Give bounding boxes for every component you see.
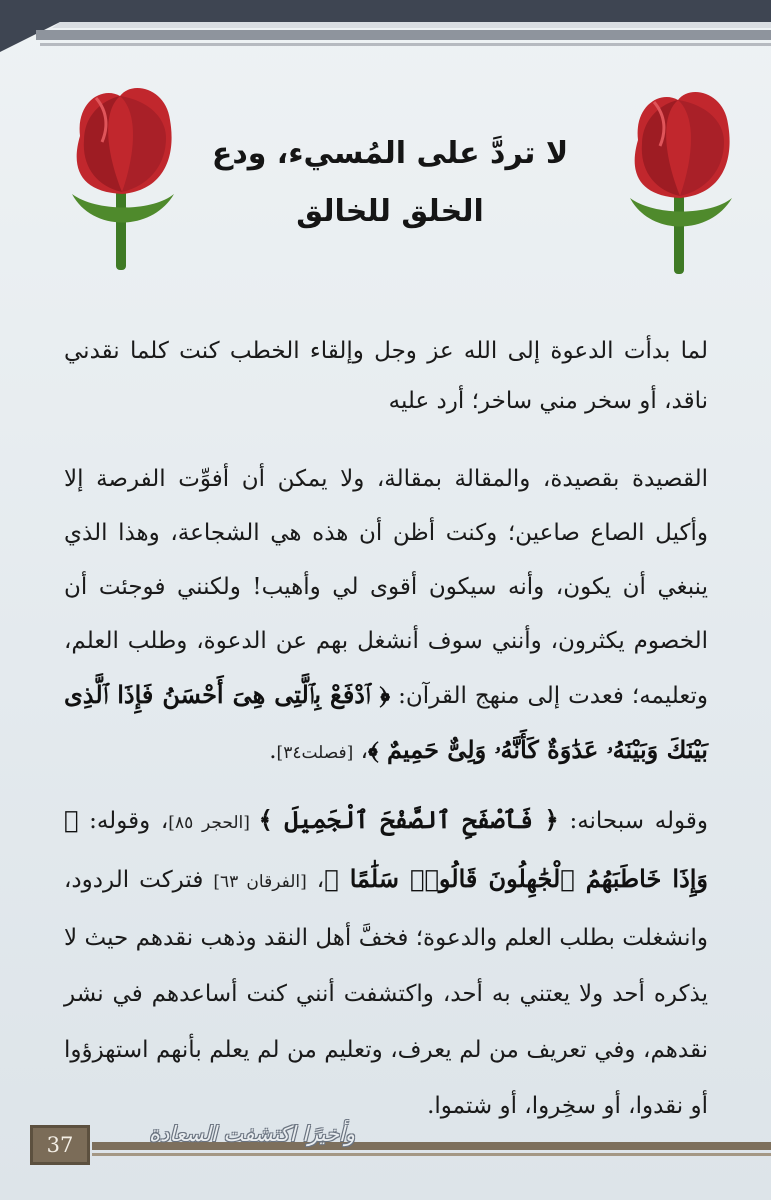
quran-verse-fussilat: ﴿ ٱدْفَعْ بِٱلَّتِى هِىَ أَحْسَنُ فَإِذَا ٱلَّذِى بَيْنَكَ وَبَيْنَهُۥ عَدَٰوَةٌ كَأَنَّهُۥ وَلِىٌّ حَمِيمٌ ﴾	[64, 680, 708, 764]
paragraph-1: لما بدأت الدعوة إلى الله عز وجل وإلقاء الخطب كنت كلما نقدني ناقد، أو سخر مني ساخر؛ أرد عليه	[64, 338, 708, 414]
full-stop: .	[269, 738, 277, 764]
separator: ،	[306, 867, 325, 893]
rose-icon	[620, 86, 740, 276]
top-rule	[36, 30, 771, 40]
paragraph-3-text: فتركت الردود، وانشغلت بطلب العلم والدعوة؛ فخفَّ أهل النقد وذهب نقدهم حيث لا يذكره أحد ولا يعتني به أحد، واكتشفت أنني كنت أساعدهم في نشر نقدهم، وفي تعريف من لم يعرف، وتعليم من لم يعلم بأنهم استهزؤوا أو نقدوا، أو سخِروا، أو شتموا.	[64, 867, 708, 1119]
rose-icon	[62, 82, 182, 272]
separator: ،	[353, 738, 369, 764]
verse-reference-fussilat: [فصلت٣٤]	[276, 743, 354, 763]
quran-verse-hijr: ﴿ فَٱصْفَحِ ٱلصَّفْحَ ٱلْجَمِيلَ ﴾	[258, 805, 559, 834]
page-title	[190, 125, 590, 241]
paragraph-3-connector: ، وقوله:	[78, 808, 169, 834]
verse-reference-hijr: [الحجر ٨٥]	[168, 813, 259, 833]
book-title-footer: وأخيرًا اكتشفت السعادة	[148, 1122, 356, 1146]
title-line-2: الخلق للخالق	[296, 194, 484, 229]
title-line-1: لا تردَّ على المُسيء، ودع	[211, 136, 569, 171]
paragraph-3	[64, 792, 708, 1134]
paragraph-3-intro: وقوله سبحانه:	[558, 808, 709, 834]
paragraph-2-text: القصيدة بقصيدة، والمقالة بمقالة، ولا يمكن أن أفوِّت الفرصة إلا وأكيل الصاع صاعين؛ وكنت أظن أن هذه هي الشجاعة، وهذا الذي ينبغي أن يكون، وأنه سيكون أقوى لي وأهيب! ولكنني فوجئت أن الخصوم يكثرون، وأنني سوف أنشغل بهم عن الدعوة، وطلب العلم، وتعليمه؛ فعدت إلى منهج القرآن:	[64, 466, 708, 709]
quran-verse-furqan: ﴿ وَإِذَا خَاطَبَهُمُ ٱلْجَٰهِلُونَ قَالُوا۟ سَلَٰمًا ﴾	[64, 805, 709, 893]
verse-reference-furqan: [الفرقان ٦٣]	[213, 872, 307, 892]
paragraph-2	[64, 452, 708, 780]
top-rule-thin	[40, 43, 771, 46]
page-number: 37	[30, 1125, 90, 1165]
